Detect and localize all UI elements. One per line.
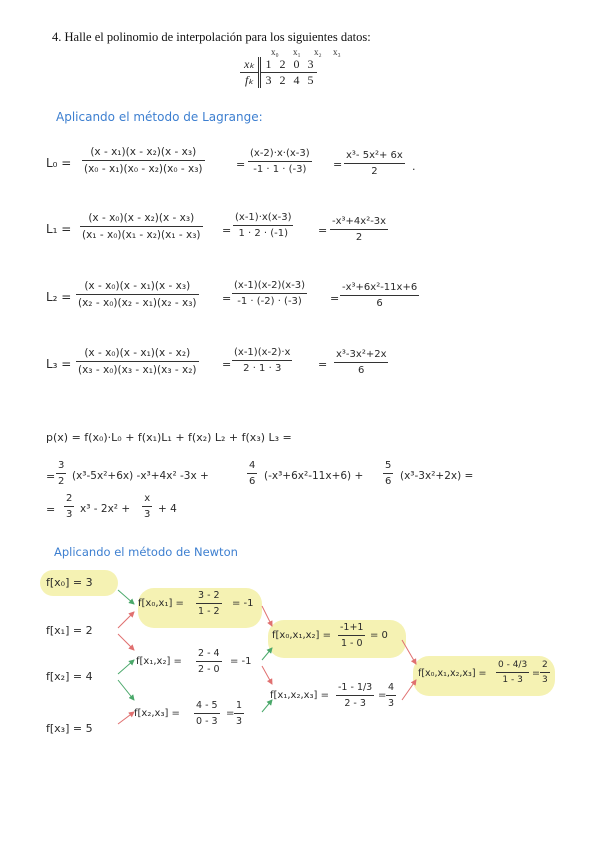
newton-heading: Aplicando el método de Newton (54, 545, 238, 559)
frac-den: 3 (542, 675, 548, 685)
newton-d0123-lhs: f[x₀,x₁,x₂,x₃] = (418, 668, 487, 679)
table-cell: 2 (279, 73, 286, 87)
lagrange-heading: Aplicando el método de Lagrange: (56, 110, 263, 124)
arrow-green (118, 590, 134, 604)
l1-lhs: L₁ = (46, 222, 72, 236)
px-line-1: p(x) = f(x₀)·L₀ + f(x₁)L₁ + f(x₂) L₂ + f(x₃) L₃ = (46, 431, 292, 444)
newton-d23-eq: = (226, 708, 235, 719)
col-header-x1: x₁ (293, 47, 301, 57)
frac-den: 3 (66, 509, 73, 520)
l0-period: . (412, 160, 416, 173)
col-header-x0: x₀ (271, 47, 279, 57)
frac-num: 2 (542, 660, 548, 670)
frac-num: 2 - 4 (198, 648, 220, 659)
l2-denominator: (x₂ - x₀)(x₂ - x₁)(x₂ - x₃) (78, 297, 197, 309)
l1-equals: = (222, 224, 232, 237)
l0-equals: = (236, 158, 246, 171)
newton-d23-frac (194, 700, 220, 727)
l1-numerator-sub: (x-1)·x(x-3) (235, 212, 292, 223)
frac-num: 4 (249, 460, 256, 471)
newton-f3: f[x₃] = 5 (46, 722, 93, 735)
l0-numerator-sub: (x-2)·x·(x-3) (250, 148, 310, 159)
newton-d123-result (386, 682, 396, 709)
col-header-x3: x₃ (333, 47, 341, 57)
newton-d01-rhs: = -1 (232, 598, 254, 609)
px-line-3-part-c: + 4 (158, 503, 177, 515)
l2-equals-2: = (330, 292, 340, 305)
l3-numerator-res: x³-3x²+2x (336, 349, 387, 360)
l1-numerator-res: -x³+4x²-3x (332, 216, 387, 227)
frac-den: 3 (388, 698, 395, 709)
arrow-red (262, 666, 272, 684)
frac-den: 2 - 3 (344, 698, 366, 709)
newton-d123-eq: = (378, 690, 387, 701)
frac-den: 1 - 3 (502, 675, 523, 685)
frac-num: 4 - 5 (196, 700, 218, 711)
frac-den: 2 (58, 476, 65, 487)
px-line-2-part-b: (x³-5x²+6x) -x³+4x² -3x + (72, 470, 209, 482)
table-cell: 3 (260, 73, 276, 89)
arrow-green (118, 680, 134, 700)
l2-numerator-sub: (x-1)(x-2)(x-3) (234, 280, 306, 291)
newton-d0123-eq: = (532, 668, 540, 679)
table-cell: 2 (275, 57, 289, 73)
arrow-red (262, 606, 272, 626)
newton-d23-result (234, 700, 244, 727)
frac-num: 2 (66, 493, 73, 504)
col-header-x2: x₂ (314, 47, 322, 57)
l1-denominator: (x₁ - x₀)(x₁ - x₂)(x₁ - x₃) (82, 229, 201, 241)
arrow-green (262, 700, 272, 712)
l2-equals: = (222, 292, 232, 305)
px-line-2-part-c: (-x³+6x²-11x+6) + (264, 470, 364, 482)
arrow-green (118, 660, 134, 674)
l2-lhs: L₂ = (46, 290, 72, 304)
frac-den: 6 (385, 476, 392, 487)
problem-number: 4. (52, 30, 62, 44)
newton-d12-frac (196, 648, 222, 675)
arrow-red (118, 712, 134, 724)
l0-numerator: (x - x₁)(x - x₂)(x - x₃) (90, 146, 197, 158)
newton-d0123-frac (496, 660, 529, 685)
l3-lhs: L₃ = (46, 357, 72, 371)
frac-num: 1 (236, 700, 243, 711)
newton-f0: f[x₀] = 3 (46, 576, 93, 589)
newton-d23-lhs: f[x₂,x₃] = (134, 708, 180, 719)
table-cell: 3 (303, 57, 317, 73)
l0-denominator-sub: -1 · 1 · (-3) (253, 164, 307, 175)
l2-numerator-res: -x³+6x²-11x+6 (342, 282, 418, 293)
px-line-3-eq: = (46, 503, 56, 516)
frac-den: 1 - 0 (340, 638, 363, 649)
table-cell: 1 (260, 57, 276, 73)
l1-denominator-sub: 1 · 2 · (-1) (238, 228, 289, 239)
frac-den: 1 - 2 (198, 606, 220, 617)
newton-d12-rhs: = -1 (230, 656, 252, 667)
l3-numerator: (x - x₀)(x - x₁)(x - x₂) (84, 347, 191, 359)
frac-num: -1 - 1/3 (338, 682, 373, 693)
l2-numerator: (x - x₀)(x - x₁)(x - x₃) (84, 280, 191, 292)
px-line-2-eq: = (46, 470, 56, 483)
table-cell: 4 (293, 73, 300, 87)
frac-num: x (144, 493, 151, 504)
l3-numerator-sub: (x-1)(x-2)·x (234, 347, 291, 358)
frac-den: 2 - 0 (198, 664, 220, 675)
newton-d01-lhs: f[x₀,x₁] = (138, 598, 184, 609)
frac-num: 4 (388, 682, 395, 693)
newton-f2: f[x₂] = 4 (46, 670, 93, 683)
l0-denominator-res: 2 (371, 166, 378, 177)
newton-d123-frac (336, 682, 374, 709)
arrow-red (118, 612, 134, 628)
frac-den: 3 (236, 716, 243, 727)
table-cell: 5 (307, 73, 314, 87)
newton-d12-lhs: f[x₁,x₂] = (136, 656, 182, 667)
arrow-green (262, 648, 272, 660)
frac-num: 3 - 2 (198, 590, 220, 601)
l1-numerator: (x - x₀)(x - x₂)(x - x₃) (88, 212, 195, 224)
l0-numerator-res: x³- 5x²+ 6x (346, 150, 403, 161)
frac-den: 3 (144, 509, 151, 520)
l3-equals: = (222, 358, 232, 371)
frac-den: 0 - 3 (196, 716, 218, 727)
frac-num: -1+1 (340, 622, 364, 633)
newton-d012-lhs: f[x₀,x₁,x₂] = (272, 630, 332, 641)
l3-denominator: (x₃ - x₀)(x₃ - x₁)(x₃ - x₂) (78, 364, 197, 376)
frac-den: 6 (249, 476, 256, 487)
newton-d012-frac (338, 622, 365, 649)
newton-d012-rhs: = 0 (370, 630, 388, 641)
px-line-3-part-b: x³ - 2x² + (80, 503, 131, 515)
problem-text: Halle el polinomio de interpolación para los siguientes datos: (64, 30, 371, 44)
l1-equals-2: = (318, 224, 328, 237)
l3-denominator-sub: 2 · 1 · 3 (243, 363, 282, 374)
l3-denominator-res: 6 (358, 365, 365, 376)
arrow-red (402, 680, 416, 700)
l0-lhs: L₀ = (46, 156, 72, 170)
newton-f1: f[x₁] = 2 (46, 624, 93, 637)
row-label-x: xₖ (240, 57, 260, 73)
l1-denominator-res: 2 (355, 232, 363, 243)
frac-num: 5 (385, 460, 392, 471)
px-line-2-part-d: (x³-3x²+2x) = (400, 470, 474, 482)
newton-d0123-result (540, 660, 550, 685)
l0-equals-2: = (333, 158, 343, 171)
arrow-red (118, 634, 134, 650)
arrow-red (402, 640, 416, 664)
l3-equals-2: = (318, 358, 328, 371)
l2-denominator-res: 6 (376, 298, 383, 309)
newton-d123-lhs: f[x₁,x₂,x₃] = (270, 690, 330, 701)
l2-denominator-sub: -1 · (-2) · (-3) (237, 296, 302, 307)
newton-d01-frac (196, 590, 222, 617)
l0-denominator: (x₀ - x₁)(x₀ - x₂)(x₀ - x₃) (84, 163, 203, 175)
row-label-f: fₖ (244, 73, 254, 87)
frac-num: 3 (58, 460, 65, 471)
table-cell: 0 (289, 57, 303, 73)
frac-num: 0 - 4/3 (498, 660, 528, 670)
